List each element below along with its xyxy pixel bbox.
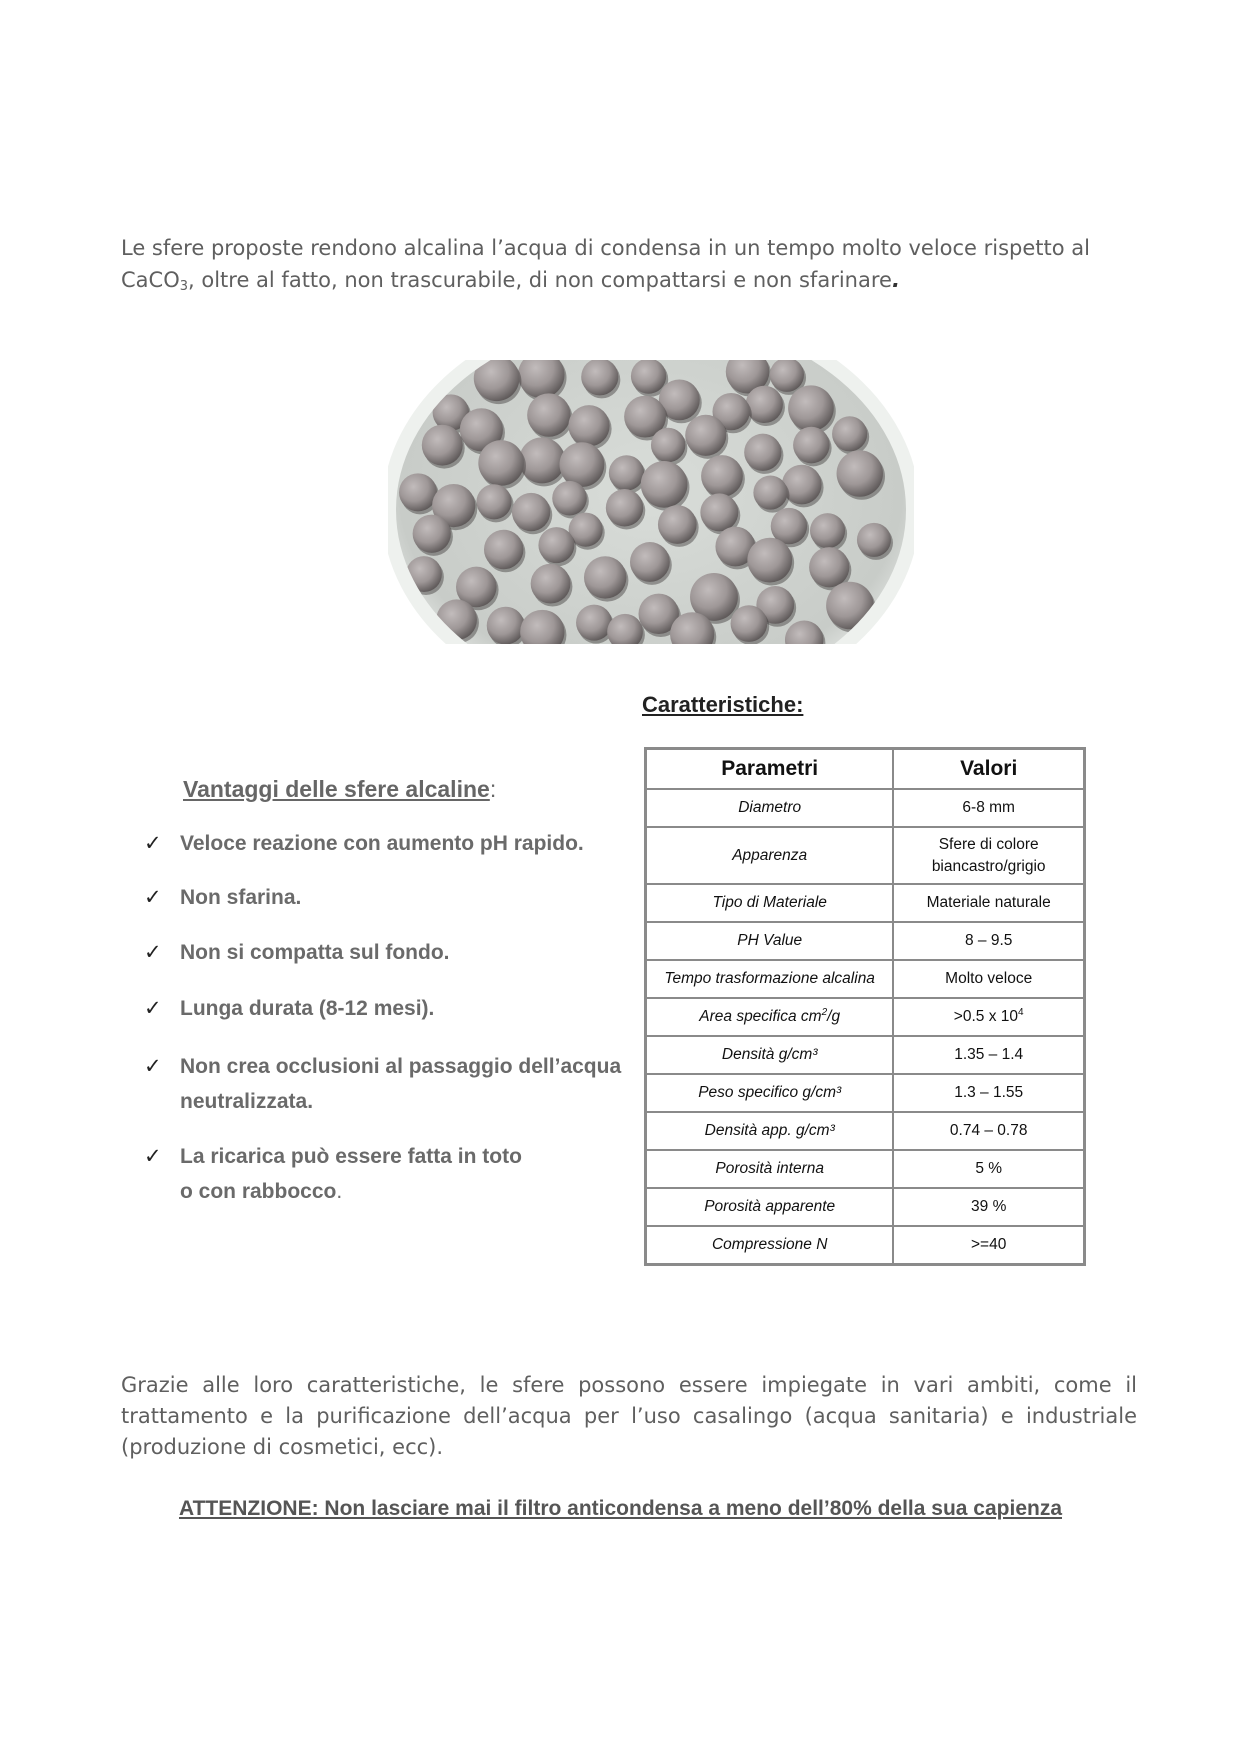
- table-row: [646, 1112, 1085, 1150]
- checkmark-icon: ✓: [144, 996, 162, 1020]
- table-row: [646, 884, 1085, 922]
- alkaline-spheres-photo: [388, 360, 914, 644]
- table-row: [646, 827, 1085, 884]
- checkmark-icon: ✓: [144, 885, 162, 909]
- value-cell: 1.35 – 1.4: [893, 1036, 1084, 1074]
- param-cell: Compressione N: [646, 1226, 894, 1265]
- intro-end-mark: .: [891, 268, 900, 292]
- value-cell: Molto veloce: [893, 960, 1084, 998]
- value-cell: Materiale naturale: [893, 884, 1084, 922]
- table-row: [646, 1226, 1085, 1265]
- param-base: Area specifica cm: [699, 1008, 822, 1025]
- table-row: [646, 789, 1085, 827]
- param-cell: Apparenza: [646, 827, 894, 884]
- advantages-list: [140, 826, 660, 1209]
- list-item: [140, 935, 660, 970]
- value-cell: 1.3 – 1.55: [893, 1074, 1084, 1112]
- param-cell: Densità app. g/cm³: [646, 1112, 894, 1150]
- intro-subscript: 3: [179, 279, 189, 294]
- param-cell: [646, 998, 894, 1036]
- value-cell: [893, 827, 1084, 884]
- param-cell: Tipo di Materiale: [646, 884, 894, 922]
- param-cell: Tempo trasformazione alcalina: [646, 960, 894, 998]
- value-cell: 8 – 9.5: [893, 922, 1084, 960]
- value-cell: [893, 998, 1084, 1036]
- param-cell: Porosità interna: [646, 1150, 894, 1188]
- value-sup: 4: [1018, 1007, 1024, 1018]
- checkmark-icon: ✓: [144, 1144, 162, 1168]
- advantage-text: Lunga durata (8-12 mesi).: [180, 997, 435, 1020]
- value-cell: 39 %: [893, 1188, 1084, 1226]
- advantage-text: Non sfarina.: [180, 886, 302, 909]
- table-row: [646, 1150, 1085, 1188]
- advantage-text: Non crea occlusioni al passaggio dell’acqua neutralizzata.: [180, 1055, 622, 1113]
- checkmark-icon: ✓: [144, 940, 162, 964]
- advantage-text: Veloce reazione con aumento pH rapido.: [180, 832, 584, 855]
- value-cell: 5 %: [893, 1150, 1084, 1188]
- param-cell: Porosità apparente: [646, 1188, 894, 1226]
- list-item: [140, 991, 660, 1026]
- value-cell: 6-8 mm: [893, 789, 1084, 827]
- list-item: [140, 1049, 660, 1119]
- value-line-2: biancastro/grigio: [931, 857, 1046, 875]
- table-row: [646, 960, 1085, 998]
- param-cell: Peso specifico g/cm³: [646, 1074, 894, 1112]
- table-header-row: [646, 749, 1085, 790]
- header-parametri: Parametri: [646, 749, 894, 790]
- intro-text-b: , oltre al fatto, non trascurabile, di non compattarsi e non sfarinare: [188, 268, 892, 292]
- param-cell: Diametro: [646, 789, 894, 827]
- param-cell: PH Value: [646, 922, 894, 960]
- value-base: >0.5 x 10: [953, 1008, 1018, 1025]
- checkmark-icon: ✓: [144, 831, 162, 855]
- checkmark-icon: ✓: [144, 1054, 162, 1078]
- value-cell: 0.74 – 0.78: [893, 1112, 1084, 1150]
- list-item: [140, 880, 660, 915]
- table-row: [646, 998, 1085, 1036]
- value-line-1: Sfere di colore: [938, 835, 1039, 853]
- value-cell: >=40: [893, 1226, 1084, 1265]
- vantaggi-title-colon: :: [489, 776, 497, 802]
- advantage-text: La ricarica può essere fatta in toto o con rabbocco: [180, 1145, 522, 1203]
- vantaggi-title: [183, 776, 496, 803]
- intro-text-a: Le sfere proposte rendono alcalina l’acqua di condensa in un tempo molto veloce rispetto al CaCO: [121, 236, 1090, 292]
- table-row: [646, 1188, 1085, 1226]
- list-item: [140, 1139, 540, 1209]
- advantage-text: Non si compatta sul fondo.: [180, 941, 450, 964]
- table-row: [646, 922, 1085, 960]
- outro-paragraph: Grazie alle loro caratteristiche, le sfere possono essere impiegate in vari ambiti, come il trattamento e la purificazione dell’acqua per l’uso casalingo (acqua sanitaria) e industriale (produzione di cosmetici, ecc).: [121, 1373, 1137, 1459]
- header-valori: Valori: [893, 749, 1084, 790]
- advantage-tail: .: [336, 1180, 343, 1203]
- caratteristiche-title: Caratteristiche:: [642, 692, 804, 717]
- param-cell: Densità g/cm³: [646, 1036, 894, 1074]
- characteristics-table: [644, 747, 1086, 1266]
- param-tail: /g: [827, 1008, 841, 1025]
- table-row: [646, 1036, 1085, 1074]
- list-item: [140, 826, 660, 861]
- value-wrap: [932, 834, 1046, 878]
- intro-paragraph: [121, 232, 1137, 296]
- warning-notice: ATTENZIONE: Non lasciare mai il filtro anticondensa a meno dell’80% della sua capienza: [178, 1497, 1062, 1520]
- param-sup: 2: [821, 1007, 828, 1018]
- table-row: [646, 1074, 1085, 1112]
- vantaggi-title-text: Vantaggi delle sfere alcaline: [183, 776, 490, 802]
